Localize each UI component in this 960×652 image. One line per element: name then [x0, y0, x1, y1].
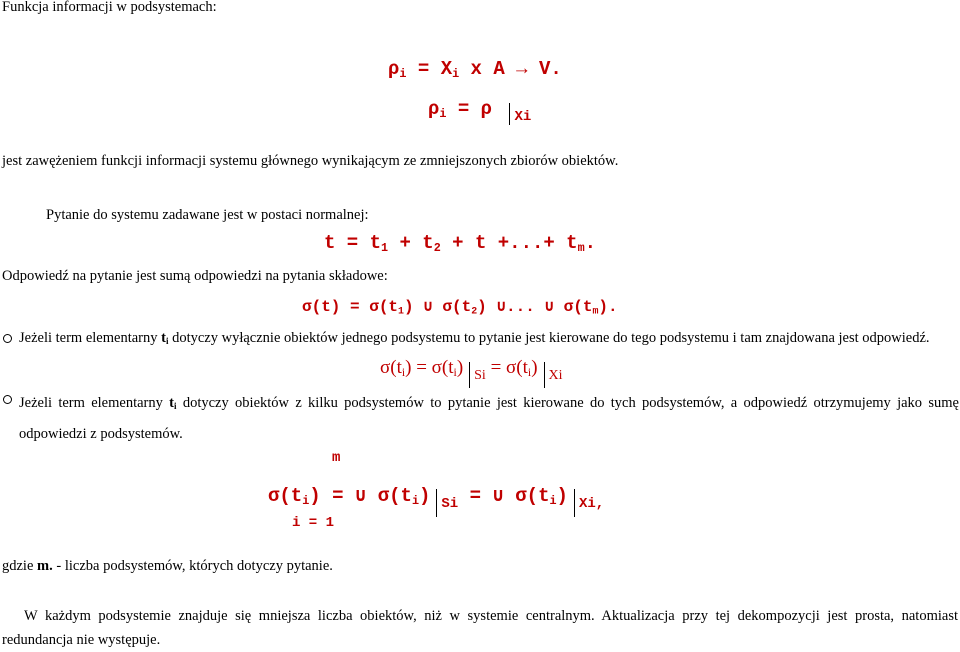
- formula-rho-definition: [388, 58, 562, 81]
- equals-sign: =: [406, 58, 441, 80]
- subscript-i: i: [165, 336, 169, 347]
- subscript: m: [592, 305, 599, 317]
- bullet-text: Jeżeli term elementarny: [19, 330, 162, 346]
- where-note: [2, 557, 333, 575]
- bullet-text: dotyczy wyłącznie obiektów jednego podsystemu to pytanie jest kierowane do tego podsystemu i tam znajdowana jest odpowiedź.: [168, 330, 930, 346]
- where-text: - liczba podsystemów, których dotyczy pytanie.: [52, 558, 333, 574]
- subscript: i: [549, 493, 557, 508]
- cross-a: x A: [459, 58, 517, 80]
- rho-symbol: ρ: [388, 58, 400, 80]
- restriction-bar: [436, 489, 437, 517]
- formula-part: σ(t) = σ(t: [302, 298, 399, 316]
- subscript-i: i: [174, 401, 177, 412]
- restriction-xi: Xi,: [578, 496, 605, 512]
- answer-text: Odpowiedź na pytanie jest sumą odpowiedzi na pytania składowe:: [2, 268, 388, 284]
- bullet-single-subsystem: [19, 329, 930, 350]
- bullet-text: dotyczy obiektów z kilku podsystemów to pytanie jest kierowane do tych podsystemów, a odpowiedź otrzymujemy jako sumę odpowiedzi z podsystemów.: [19, 395, 959, 443]
- formula-part: + t: [388, 232, 434, 254]
- x-symbol: X: [440, 58, 453, 80]
- subscript: 1: [398, 305, 404, 317]
- formula-part: ): [556, 485, 568, 507]
- formula-union-answer: [268, 483, 604, 517]
- equals-rho: = ρ: [446, 98, 504, 120]
- bullet-icon: [3, 334, 12, 343]
- restriction-bar: [469, 362, 470, 388]
- formula-part: ) = ∪ σ(t: [309, 485, 412, 507]
- v-symbol: V.: [527, 58, 562, 80]
- term-t: t: [161, 330, 166, 346]
- term-t: t: [169, 395, 175, 411]
- subscript: i: [401, 365, 406, 379]
- formula-part: ) ∪... ∪ σ(t: [477, 298, 593, 316]
- formula-part: ): [456, 357, 464, 378]
- formula-answer: [302, 296, 618, 316]
- subscript: 1: [381, 240, 389, 255]
- term-m: m.: [37, 558, 53, 574]
- restriction-bar: [544, 362, 545, 388]
- subscript: i: [302, 493, 310, 508]
- paragraph-redundancy: W każdym podsystemie znajduje się mniejsza liczba obiektów, niż w systemie centralnym. Aktualizacja przy tej dekompozycji jest prosta, natomiast redundancja nie występuje.: [2, 608, 958, 648]
- bullet-text: Jeżeli term elementarny: [19, 395, 170, 411]
- restriction-bar: [509, 103, 510, 125]
- bullet-multi-subsystem: [19, 389, 959, 448]
- restriction-bar: [574, 489, 575, 517]
- arrow-icon: →: [516, 58, 528, 80]
- restriction-si: Si: [474, 368, 486, 383]
- section-heading: Funkcja informacji w podsystemach:: [2, 0, 217, 15]
- subscript-i: i: [439, 106, 447, 121]
- formula-part: ) ∪ σ(t: [403, 298, 472, 316]
- sum-lower-limit: i = 1: [292, 515, 335, 531]
- subscript: m: [577, 240, 585, 255]
- formula-single-answer: [380, 356, 563, 388]
- formula-part: t = t: [324, 232, 382, 254]
- formula-part: ).: [598, 298, 618, 316]
- restriction-xi: Xi: [548, 368, 563, 383]
- subscript: i: [527, 365, 532, 379]
- subscript: 2: [471, 305, 478, 317]
- formula-part: ): [419, 485, 431, 507]
- formula-part: σ(t: [380, 357, 402, 378]
- rho-symbol: ρ: [428, 98, 440, 120]
- subscript: 2: [433, 240, 441, 255]
- question-text: Pytanie do systemu zadawane jest w postaci normalnej:: [46, 207, 369, 223]
- subscript-i: i: [452, 66, 460, 81]
- formula-part: .: [584, 232, 597, 254]
- restriction-xi: Xi: [514, 109, 532, 125]
- formula-part: = σ(t: [485, 357, 528, 378]
- formula-part: + t +...+ t: [440, 232, 578, 254]
- where-text: gdzie: [2, 558, 38, 574]
- formula-part: ): [531, 357, 538, 378]
- formula-part: = ∪ σ(t: [458, 485, 550, 507]
- sum-upper-limit: m: [332, 450, 341, 466]
- subscript-i: i: [399, 66, 407, 81]
- bullet-icon: [3, 395, 12, 404]
- formula-part: ) = σ(t: [405, 357, 454, 378]
- subscript: i: [453, 365, 457, 379]
- restriction-si: Si: [441, 496, 459, 512]
- formula-rho-restriction: [428, 98, 531, 125]
- formula-part: σ(t: [268, 485, 303, 507]
- paragraph-restriction: jest zawężeniem funkcji informacji systemu głównego wynikającym ze zmniejszonych zbiorów obiektów.: [2, 153, 619, 169]
- formula-question: [324, 232, 596, 255]
- subscript: i: [411, 493, 419, 508]
